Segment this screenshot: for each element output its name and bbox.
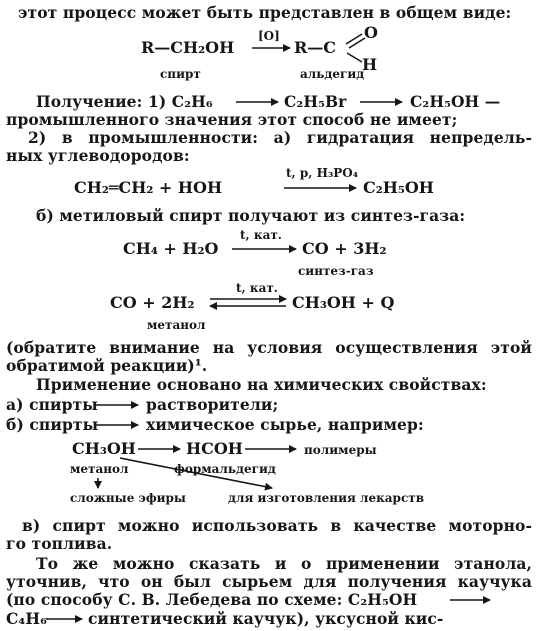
- text-line: C₂H₅OH —: [410, 92, 501, 111]
- scheme-formaldehyde-label: формальдегид: [174, 462, 276, 476]
- text-line: этот процесс может быть представлен в общем виде:: [18, 3, 512, 22]
- equation-4-condition: t, кат.: [236, 281, 278, 295]
- text-line: синтетический каучук), уксусной кис-: [88, 609, 444, 628]
- label-syngas: синтез-газ: [298, 264, 374, 278]
- text-line: 2) в промышленности: а) гидратация непредель-: [28, 128, 532, 147]
- text-line: C₄H₆: [6, 609, 47, 628]
- scheme-methanol-label: метанол: [70, 462, 129, 476]
- equation-3-products: CO + 3H₂: [302, 239, 387, 258]
- text-line: промышленного значения этот способ не имеет;: [6, 110, 458, 129]
- text-line: уточнив, что он был сырьем для получения каучука: [6, 572, 532, 591]
- equation-3-reactants: CH₄ + H₂O: [123, 239, 219, 258]
- text-line: Применение основано на химических свойствах:: [36, 375, 487, 394]
- equation-2-reactants: CH₂═CH₂ + HOH: [74, 178, 223, 197]
- text-line: (по способу С. В. Лебедева по схеме: C₂H₅OH: [6, 590, 418, 609]
- equation-2-product: C₂H₅OH: [363, 178, 434, 197]
- scheme-esters: сложные эфиры: [70, 491, 186, 505]
- text-line: химическое сырье, например:: [146, 415, 424, 434]
- scheme-polymers: полимеры: [304, 443, 377, 457]
- text-line: б) метиловый спирт получают из синтез-газа:: [36, 206, 466, 225]
- double-bond: [346, 34, 362, 44]
- equation-2-condition: t, p, H₃PO₄: [286, 166, 358, 180]
- equation-4-reactants: CO + 2H₂: [110, 293, 195, 312]
- equation-1-reactant: R—CH₂OH: [141, 38, 235, 57]
- text-line: обратимой реакции)¹.: [6, 356, 208, 375]
- text-line: в) спирт можно использовать в качестве моторно-: [22, 516, 532, 535]
- text-line: б) спирты: [6, 415, 99, 434]
- label-aldehyde: альдегид: [300, 67, 365, 81]
- text-line: го топлива.: [6, 534, 113, 553]
- scheme-formaldehyde: HCOH: [186, 439, 243, 458]
- text-line: Получение: 1) C₂H₆: [36, 92, 213, 111]
- label-alcohol: спирт: [160, 67, 201, 81]
- text-line: растворители;: [146, 395, 279, 414]
- label-methanol: метанол: [147, 318, 206, 332]
- text-line: а) спирты: [6, 395, 98, 414]
- equation-1-product: R—C: [294, 38, 337, 57]
- text-line: То же можно сказать и о применении этанола,: [36, 554, 532, 573]
- scheme-drugs: для изготовления лекарств: [228, 491, 425, 505]
- single-bond: [347, 53, 362, 62]
- equation-4-products: CH₃OH + Q: [292, 293, 395, 312]
- equation-1-oxygen: O: [364, 23, 378, 42]
- equation-1-hydrogen: H: [362, 55, 378, 74]
- text-line: (обратите внимание на условия осуществления этой: [6, 338, 532, 357]
- equation-1-condition: [O]: [258, 29, 280, 43]
- equation-3-condition: t, кат.: [240, 228, 282, 242]
- text-line: ных углеводородов:: [6, 146, 190, 165]
- text-line: C₂H₅Br: [284, 92, 347, 111]
- scheme-methanol: CH₃OH: [72, 439, 136, 458]
